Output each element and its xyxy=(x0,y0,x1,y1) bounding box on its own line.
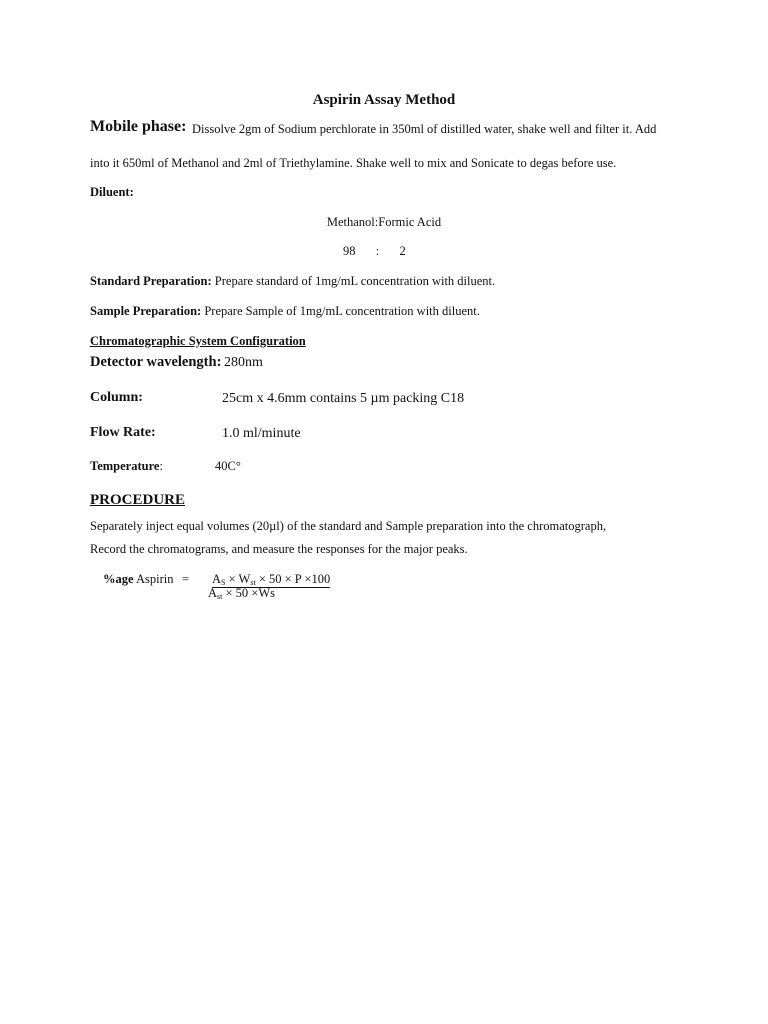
diluent-ratio-name: Methanol:Formic Acid xyxy=(326,215,442,229)
temperature-label-text: Temperature xyxy=(90,459,160,473)
system-configuration-heading: Chromatographic System Configuration xyxy=(90,334,306,348)
procedure-line1: Separately inject equal volumes (20µl) of the standard and Sample preparation into the chromatograph, xyxy=(90,519,607,533)
num-w: × W xyxy=(225,572,251,586)
column-label: Column: xyxy=(90,390,143,405)
mobile-phase-text-line1: Dissolve 2gm of Sodium perchlorate in 350ml of distilled water, shake well and filter it. Add xyxy=(192,122,657,136)
formula-label-bold: %age xyxy=(103,572,134,586)
formula-label xyxy=(103,572,174,587)
temperature-label xyxy=(90,459,163,474)
num-w-sub: st xyxy=(250,578,256,587)
sample-preparation-label: Sample Preparation: xyxy=(90,304,202,318)
formula-equals: = xyxy=(182,572,190,586)
formula-label-rest: Aspirin xyxy=(133,572,174,586)
formula-denominator xyxy=(208,586,275,601)
den-rest: × 50 ×Ws xyxy=(222,586,276,600)
diluent-ratio-separator: : xyxy=(375,244,380,258)
detector-wavelength-value: 280nm xyxy=(224,355,263,370)
temperature-colon: : xyxy=(159,459,163,473)
temperature-value: 40C° xyxy=(215,459,241,473)
standard-preparation-text: Prepare standard of 1mg/mL concentration with diluent. xyxy=(214,274,496,288)
diluent-ratio-values xyxy=(343,244,406,259)
sample-preparation xyxy=(90,304,480,319)
diluent-label: Diluent: xyxy=(90,185,134,199)
diluent-ratio-b: 2 xyxy=(399,244,406,258)
num-a-sub: S xyxy=(221,578,226,587)
den-a-sub: st xyxy=(217,592,223,601)
mobile-phase-label: Mobile phase: xyxy=(90,118,187,135)
diluent-ratio-a: 98 xyxy=(343,244,356,258)
document-title: Aspirin Assay Method xyxy=(312,92,456,108)
flow-rate-label: Flow Rate: xyxy=(90,425,156,440)
detector-wavelength-label: Detector wavelength: xyxy=(90,354,222,370)
mobile-phase-text-line2: into it 650ml of Methanol and 2ml of Triethylamine. Shake well to mix and Sonicate to degas before use. xyxy=(90,156,617,170)
sample-preparation-text: Prepare Sample of 1mg/mL concentration with diluent. xyxy=(204,304,480,318)
procedure-line2: Record the chromatograms, and measure the responses for the major peaks. xyxy=(90,542,468,556)
den-a: A xyxy=(208,586,218,600)
num-a: A xyxy=(212,572,222,586)
flow-rate-value: 1.0 ml/minute xyxy=(222,426,301,441)
standard-preparation xyxy=(90,274,495,289)
procedure-heading: PROCEDURE xyxy=(90,492,186,508)
standard-preparation-label: Standard Preparation: xyxy=(90,274,212,288)
num-rest: × 50 × P ×100 xyxy=(255,572,331,586)
column-value: 25cm x 4.6mm contains 5 µm packing C18 xyxy=(222,391,465,406)
